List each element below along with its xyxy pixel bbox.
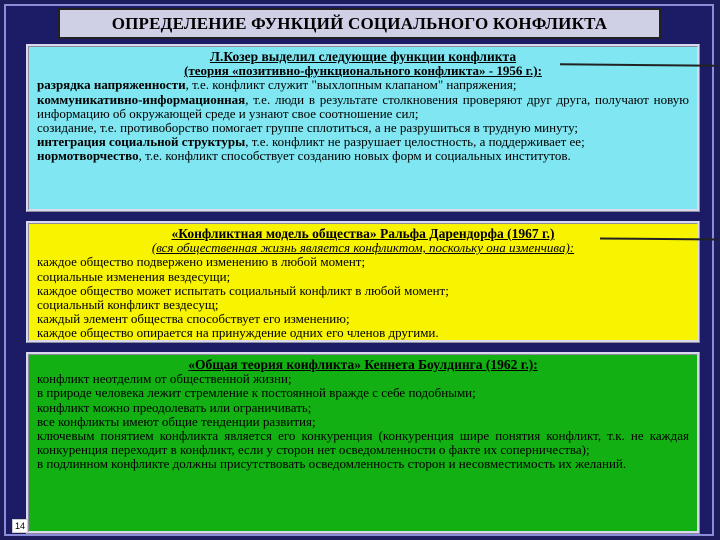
coser-panel [26,44,700,212]
list-item: социальный конфликт вездесущ; [37,297,219,313]
page-title: ОПРЕДЕЛЕНИЕ ФУНКЦИЙ СОЦИАЛЬНОГО КОНФЛИКТА [58,8,661,39]
list-item: разрядка напряженности, т.е. конфликт служит "выхлопным клапаном" напряжения; [37,77,517,93]
list-item: нормотворчество, т.е. конфликт способствует созданию новых форм и социальных институтов. [37,148,571,164]
list-item: социальные изменения вездесущи; [37,268,231,284]
list-item: коммуникативно-информационная, т.е. люди в результате столкновения проверяют друг друга, получают новую информацию об окружающей среде и узнают свое соотношение сил; [37,91,689,121]
page-number: 14 [12,519,28,533]
list-item: ключевым понятием конфликта является его конкуренция (конкуренция шире понятия конфликт, т.к. не каждая конкуренция переходит в конфликт, если у сторон нет осведомленности о факте их соперничества); [37,428,689,458]
list-item: каждое общество опирается на принуждение одних его членов другими. [37,325,439,341]
list-item: все конфликты имеют общие тенденции развития; [37,413,316,429]
list-item: конфликт неотделим от общественной жизни; [37,371,292,387]
dahrendorf-panel [26,221,700,343]
dahrendorf-subheading: (вся общественная жизнь является конфликтом, поскольку она изменчива): [151,240,575,256]
list-item: в природе человека лежит стремление к постоянной вражде с себе подобными; [37,385,476,401]
list-item: каждое общество может испытать социальный конфликт в любой момент; [37,282,449,298]
boulding-heading: «Общая теория конфликта» Кеннета Боулдинга (1962 г.): [188,357,538,372]
dahrendorf-heading: «Конфликтная модель общества» Ральфа Дарендорфа (1967 г.) [171,226,555,241]
list-item: конфликт можно преодолевать или ограничивать; [37,399,312,415]
list-item: созидание, т.е. противоборство помогает группе сплотиться, а не разрушиться в трудную минуту; [37,120,579,136]
coser-heading: Л.Козер выделил следующие функции конфликта [209,49,517,64]
coser-subheading: (теория «позитивно-функционального конфликта» - 1956 г.): [184,63,542,79]
list-item: каждый элемент общества способствует его изменению; [37,311,350,327]
list-item: интеграция социальной структуры, т.е. конфликт не разрушает целостность, а поддерживает ее; [37,134,585,150]
list-item: каждое общество подвержено изменению в любой момент; [37,254,366,270]
list-item: в подлинном конфликте должны присутствовать осведомленность сторон и несовместимость их желаний. [37,456,627,472]
boulding-panel [26,352,700,534]
